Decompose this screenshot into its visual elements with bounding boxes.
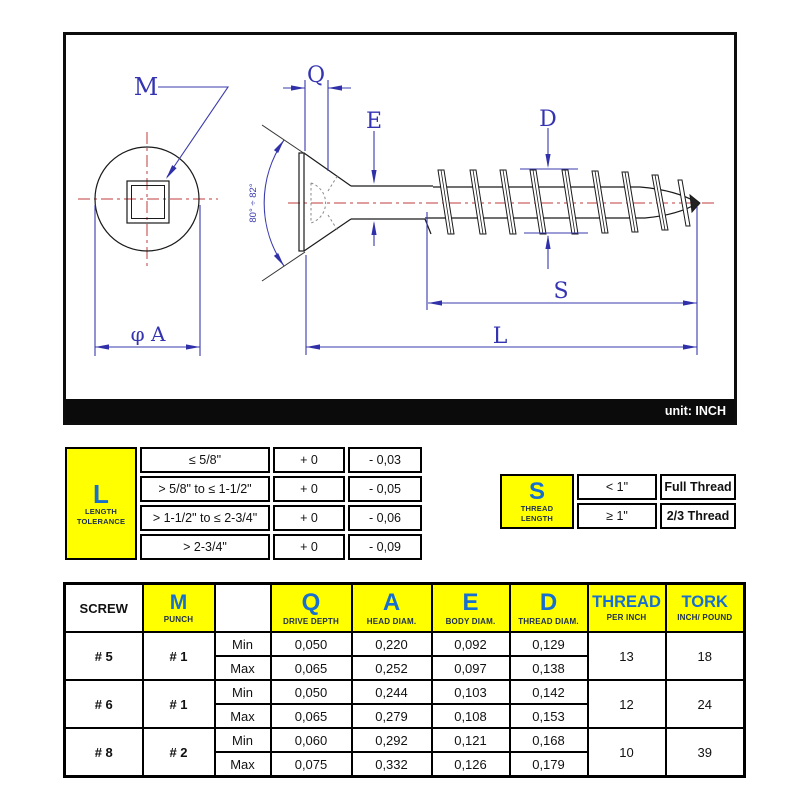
screw8-id: # 8: [65, 728, 143, 777]
row-screw6-min: # 6 # 1 Min 0,050 0,244 0,103 0,142 12 24: [65, 680, 745, 704]
col-e-body-diam: E BODY DIAM.: [432, 584, 510, 633]
row-screw8-max: Max 0,075 0,332 0,126 0,179: [65, 752, 745, 777]
screw6-tork: 24: [666, 680, 745, 728]
square-drive-outer: [127, 181, 169, 223]
screw5-tork: 18: [666, 632, 745, 680]
l-plus-4: + 0: [273, 534, 345, 560]
screw5-id: # 5: [65, 632, 143, 680]
spec-table: [63, 582, 746, 778]
screw8-thread-per-inch: 10: [588, 728, 666, 777]
l-range-4: > 2-3/4": [140, 534, 270, 560]
screw6-thread-per-inch: 12: [588, 680, 666, 728]
label-l: L: [492, 324, 508, 349]
label-phi-a: φ A: [130, 322, 166, 346]
l-minus-1: - 0,03: [348, 447, 422, 473]
col-m-punch: M PUNCH: [143, 584, 215, 633]
l-range-2: > 5/8" to ≤ 1-1/2": [140, 476, 270, 502]
screw8-punch: # 2: [143, 728, 215, 777]
row-screw8-min: # 8 # 2 Min 0,060 0,292 0,121 0,168 10 39: [65, 728, 745, 752]
thread-length-letter: S: [528, 478, 545, 506]
length-tolerance-letter: L: [93, 479, 109, 510]
row-screw5-min: # 5 # 1 Min 0,050 0,220 0,092 0,129 13 18: [65, 632, 745, 656]
col-screw: SCREW: [65, 584, 143, 633]
screw-tip: [690, 195, 700, 212]
square-drive-inner: [132, 186, 165, 219]
l-range-1: ≤ 5/8": [140, 447, 270, 473]
screw8-tork: 39: [666, 728, 745, 777]
l-minus-3: - 0,06: [348, 505, 422, 531]
unit-bar: [66, 399, 734, 422]
label-d: D: [539, 107, 557, 132]
s-value-2: 2/3 Thread: [660, 503, 736, 529]
s-range-2: ≥ 1": [577, 503, 657, 529]
length-tolerance-table: [65, 447, 422, 560]
l-plus-2: + 0: [273, 476, 345, 502]
dimension-labels: [131, 63, 569, 349]
drawing-frame: [63, 32, 737, 425]
angle-arc: [264, 140, 284, 266]
thread-blades: [438, 170, 700, 234]
l-plus-3: + 0: [273, 505, 345, 531]
label-q: Q: [306, 63, 326, 88]
label-head-angle: 80° ÷ 82°: [248, 183, 259, 223]
screw6-punch: # 1: [143, 680, 215, 728]
centerlines: [78, 132, 716, 268]
label-m: M: [133, 73, 159, 101]
screw6-id: # 6: [65, 680, 143, 728]
screw-technical-drawing: [66, 35, 734, 422]
col-tork: TORK INCH/ POUND: [666, 584, 745, 633]
screw5-thread-per-inch: 13: [588, 632, 666, 680]
unit-label: unit: INCH: [664, 404, 726, 418]
row-screw5-max: Max 0,065 0,252 0,097 0,138: [65, 656, 745, 680]
col-minmax: [215, 584, 271, 633]
thread-length-table: [500, 474, 736, 529]
col-thread-per-inch: THREAD PER INCH: [588, 584, 666, 633]
label-s: S: [553, 279, 569, 304]
l-plus-1: + 0: [273, 447, 345, 473]
col-d-thread-diam: D THREAD DIAM.: [510, 584, 588, 633]
row-screw6-max: Max 0,065 0,279 0,108 0,153: [65, 704, 745, 728]
screw-head-face: [299, 153, 304, 251]
spec-header-row: [65, 584, 745, 633]
l-minus-2: - 0,05: [348, 476, 422, 502]
s-value-1: Full Thread: [660, 474, 736, 500]
l-minus-4: - 0,09: [348, 534, 422, 560]
length-tolerance-header: L LENGTH TOLERANCE: [65, 447, 137, 560]
s-range-1: < 1": [577, 474, 657, 500]
col-q-drive-depth: Q DRIVE DEPTH: [271, 584, 352, 633]
col-a-head-diam: A HEAD DIAM.: [352, 584, 432, 633]
thread-length-header: S THREAD LENGTH: [500, 474, 574, 529]
label-e: E: [365, 109, 383, 134]
l-range-3: > 1-1/2" to ≤ 2-3/4": [140, 505, 270, 531]
screw5-punch: # 1: [143, 632, 215, 680]
